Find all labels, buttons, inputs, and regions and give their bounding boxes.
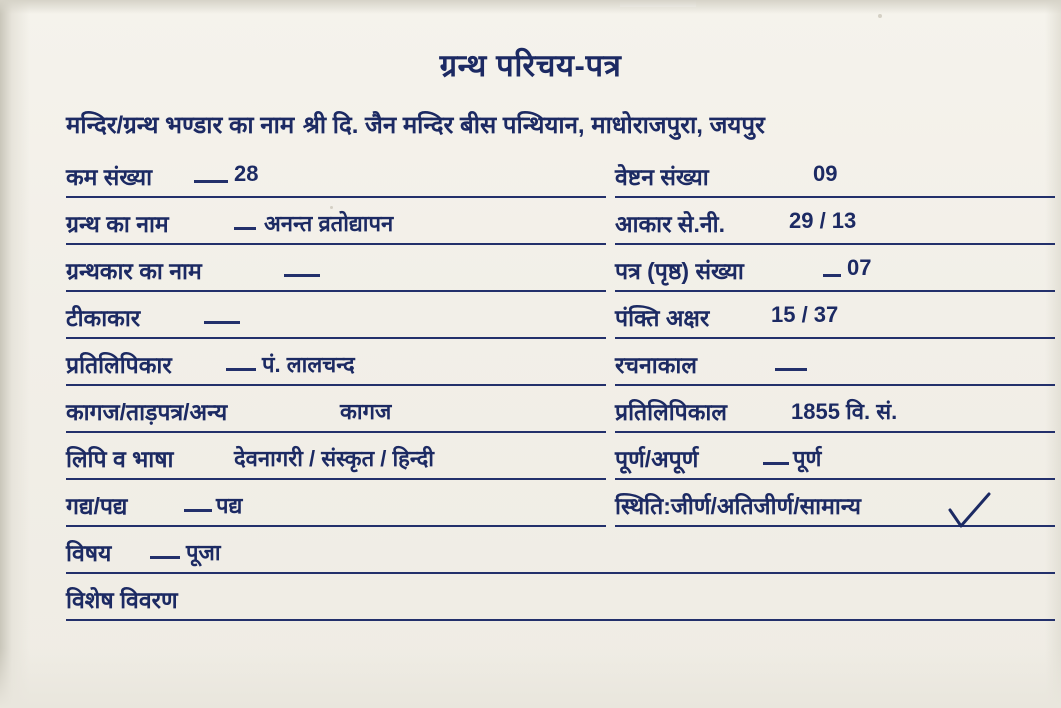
page-title: ग्रन्थ परिचय-पत्र	[439, 48, 622, 83]
field-rule	[615, 337, 1055, 339]
field-value: 09	[813, 161, 838, 186]
field-dash	[234, 227, 256, 230]
field-label: पूर्ण/अपूर्ण	[615, 446, 699, 472]
field-label: विशेष विवरण	[66, 587, 178, 613]
field-row-purna-apurna	[615, 442, 1055, 486]
field-rule	[66, 243, 606, 245]
field-value: 1855 वि. सं.	[791, 399, 898, 424]
field-rule	[615, 384, 1055, 386]
field-row-lipi-bhasha	[66, 442, 606, 486]
field-row-grantha-naam	[66, 207, 606, 251]
field-value: 15 / 37	[771, 302, 839, 327]
field-value: पूजा	[186, 540, 221, 565]
field-label: ग्रन्थ का नाम	[66, 211, 169, 237]
field-rule	[66, 478, 606, 480]
scan-notch	[620, 0, 696, 7]
field-label: स्थिति:जीर्ण/अतिजीर्ण/सामान्य	[615, 493, 861, 519]
field-row-granthakar-naam	[66, 254, 606, 298]
field-label: ग्रन्थकार का नाम	[66, 258, 202, 284]
field-label: पंक्ति अक्षर	[615, 305, 710, 331]
field-dash	[763, 462, 789, 465]
field-row-kagaj	[66, 395, 606, 439]
field-dash	[284, 274, 320, 277]
bottom-rule-2	[66, 619, 1055, 621]
temple-name-value: श्री दि. जैन मन्दिर बीस पन्थियान, माधोराजपुरा, जयपुर	[302, 112, 765, 139]
field-value: देवनागरी / संस्कृत / हिन्दी	[234, 446, 435, 471]
temple-name-line	[66, 108, 1051, 141]
field-rule	[66, 196, 606, 198]
field-row-gadya-padya	[66, 489, 606, 533]
field-dash	[184, 509, 212, 512]
field-rule	[615, 196, 1055, 198]
field-value: कागज	[340, 399, 392, 424]
field-value: 29 / 13	[789, 208, 857, 233]
field-rule	[615, 290, 1055, 292]
field-row-pankti-akshar	[615, 301, 1055, 345]
field-dash	[194, 180, 228, 183]
field-label: टीकाकार	[66, 305, 141, 331]
field-value: पं. लालचन्द	[262, 352, 355, 377]
field-rule	[615, 478, 1055, 480]
field-label: आकार से.नी.	[615, 211, 725, 237]
field-label: प्रतिलिपिकाल	[615, 399, 727, 425]
field-label: कागज/ताड़पत्र/अन्य	[66, 399, 228, 425]
field-label: वेष्टन संख्या	[615, 164, 709, 190]
checkmark-icon	[948, 492, 992, 532]
field-row-patra-sankhya	[615, 254, 1055, 298]
field-dash	[823, 274, 841, 277]
field-label: कम संख्या	[66, 164, 153, 190]
paper-speck	[878, 14, 882, 18]
field-rule	[66, 431, 606, 433]
field-value: 07	[847, 255, 872, 280]
field-rule	[615, 431, 1055, 433]
field-label: पत्र (पृष्ठ) संख्या	[615, 258, 744, 284]
field-dash	[204, 321, 240, 324]
field-value: पद्य	[216, 493, 243, 518]
field-label: प्रतिलिपिकार	[66, 352, 172, 378]
field-row-tikakar	[66, 301, 606, 345]
field-dash	[150, 556, 180, 559]
field-dash	[775, 368, 807, 371]
temple-name-label: मन्दिर/ग्रन्थ भण्डार का नाम	[66, 112, 295, 139]
field-rule	[66, 290, 606, 292]
field-label: गद्य/पद्य	[66, 493, 128, 519]
field-row-rachnakal	[615, 348, 1055, 392]
bottom-rule-1	[66, 572, 1055, 574]
field-row-krama-sankhya	[66, 160, 606, 204]
field-row-aakar	[615, 207, 1055, 251]
field-rule	[66, 337, 606, 339]
field-dash	[226, 368, 256, 371]
field-label: लिपि व भाषा	[66, 446, 174, 472]
field-row-pratilipikal	[615, 395, 1055, 439]
field-row-veshtan-sankhya	[615, 160, 1055, 204]
field-rule	[66, 384, 606, 386]
field-value: पूर्ण	[793, 446, 822, 471]
field-rule	[615, 243, 1055, 245]
field-rule	[66, 525, 606, 527]
field-row-pratilipikar	[66, 348, 606, 392]
field-value: अनन्त व्रतोद्यापन	[264, 211, 394, 236]
field-label: विषय	[66, 540, 112, 566]
paper-edge-bottom	[0, 648, 1061, 708]
field-value: 28	[234, 161, 259, 186]
field-label: रचनाकाल	[615, 352, 697, 378]
